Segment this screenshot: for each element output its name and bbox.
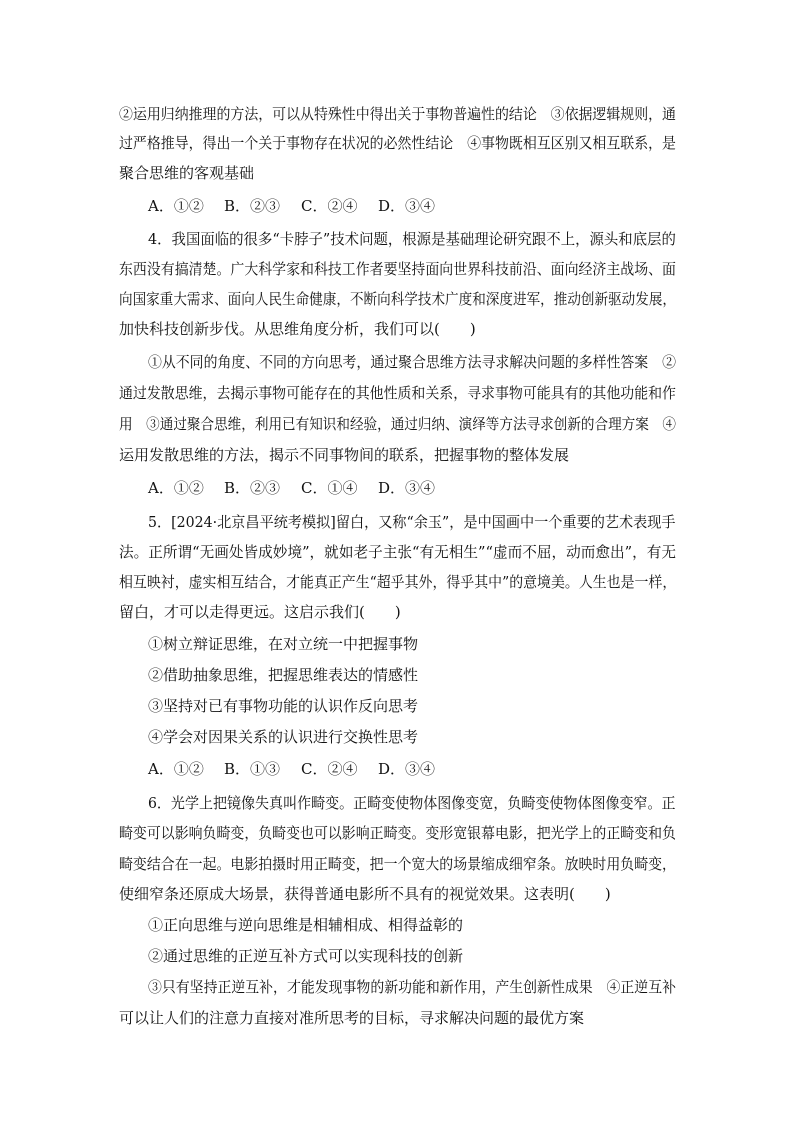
q3-choices-line-1: ②运用归纳推理的方法，可以从特殊性中得出关于事物普遍性的结论 ③依据逻辑规则，通 — [119, 105, 676, 123]
q5-choice-3: ③坚持对已有事物功能的认识作反向思考 — [148, 697, 419, 715]
q6-choices-line-4: 可以让人们的注意力直接对准所思考的目标，寻求解决问题的最优方案 — [119, 1009, 585, 1027]
q4-option-a: A．①② — [148, 479, 204, 497]
q6-stem-line-2: 畸变可以影响负畸变，负畸变也可以影响正畸变。变形宽银幕电影，把光学上的正畸变和负 — [119, 824, 676, 842]
q4-stem-line-1: 4．我国面临的很多“卡脖子”技术问题，根源是基础理论研究跟不上，源头和底层的 — [148, 230, 676, 248]
q3-choices-line-3: 聚合思维的客观基础 — [119, 164, 255, 182]
q5-stem-line-2: 法。正所谓“无画处皆成妙境”，就如老子主张“有无相生”“虚而不屈，动而愈出”，有无 — [119, 543, 677, 561]
q5-options-row — [0, 757, 794, 781]
q5-option-d: D．③④ — [378, 760, 436, 778]
q6-choices-line-3: ③只有坚持正逆互补，才能发现事物的新功能和新作用，产生创新性成果 ④正逆互补 — [148, 978, 677, 996]
q5-choice-2: ②借助抽象思维，把握思维表达的情感性 — [148, 666, 419, 684]
q3-choices-line-2: 过严格推导，得出一个关于事物存在状况的必然性结论 ④事物既相互区别又相互联系，是 — [119, 134, 676, 152]
q5-option-b: B．①③ — [224, 760, 281, 778]
q3-option-a: A．①② — [148, 197, 204, 215]
q4-choices-line-4: 运用发散思维的方法，揭示不同事物间的联系，把握事物的整体发展 — [119, 446, 570, 464]
q5-stem-line-3: 相互映衬，虚实相互结合，才能真正产生“超乎其外，得乎其中”的意境美。人生也是一样， — [119, 573, 677, 591]
q4-choices-line-3: 用 ③通过聚合思维，利用已有知识和经验，通过归纳、演绎等方法寻求创新的合理方案 ④ — [119, 415, 677, 433]
q5-stem-line-1: 5．[2024·北京昌平统考模拟]留白，又称“余玉”，是中国画中一个重要的艺术表现手 — [148, 513, 676, 531]
q4-stem-line-4: 加快科技创新步伐。从思维角度分析，我们可以( ) — [119, 320, 476, 338]
q4-option-d: D．③④ — [378, 479, 436, 497]
q4-choices-line-2: 通过发散思维，去揭示事物可能存在的其他性质和关系，寻求事物可能具有的其他功能和作 — [119, 384, 676, 402]
q4-option-b: B．②③ — [224, 479, 281, 497]
q5-option-c: C．②④ — [301, 760, 358, 778]
q6-choice-1: ①正向思维与逆向思维是相辅相成、相得益彰的 — [148, 916, 464, 934]
q6-stem-line-1: 6．光学上把镜像失真叫作畸变。正畸变使物体图像变宽，负畸变使物体图像变窄。正 — [148, 794, 676, 812]
q6-stem-line-3: 畸变结合在一起。电影拍摄时用正畸变，把一个宽大的场景缩成细窄条。放映时用负畸变， — [119, 855, 676, 873]
q3-options-row — [0, 194, 794, 218]
q4-choices-line-1: ①从不同的角度、不同的方向思考，通过聚合思维方法寻求解决问题的多样性答案 ② — [148, 353, 677, 371]
q4-stem-line-2: 东西没有搞清楚。广大科学家和科技工作者要坚持面向世界科技前沿、面向经济主战场、面 — [119, 260, 676, 278]
q6-choice-2: ②通过思维的正逆互补方式可以实现科技的创新 — [148, 947, 464, 965]
q6-stem-line-4: 使细窄条还原成大场景，获得普通电影所不具有的视觉效果。这表明( ) — [119, 885, 611, 903]
q5-choice-1: ①树立辩证思维，在对立统一中把握事物 — [148, 635, 419, 653]
q5-choice-4: ④学会对因果关系的认识进行交换性思考 — [148, 728, 419, 746]
q4-stem-line-3: 向国家重大需求、面向人民生命健康，不断向科学技术广度和深度进军，推动创新驱动发展， — [119, 290, 677, 308]
q5-option-a: A．①② — [148, 760, 204, 778]
q3-option-c: C．②④ — [301, 197, 358, 215]
q4-options-row — [0, 476, 794, 500]
q5-stem-line-4: 留白，才可以走得更远。这启示我们( ) — [119, 603, 401, 621]
q3-option-d: D．③④ — [378, 197, 436, 215]
q3-option-b: B．②③ — [224, 197, 281, 215]
q4-option-c: C．①④ — [301, 479, 358, 497]
